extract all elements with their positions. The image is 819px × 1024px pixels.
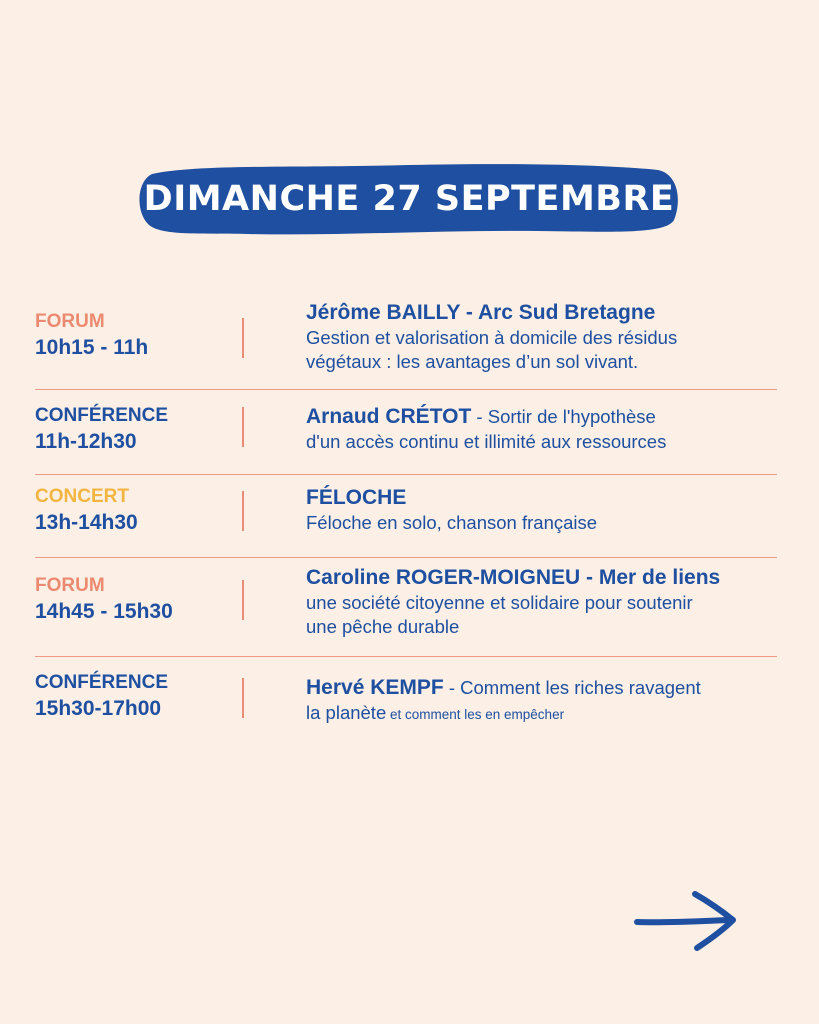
schedule-row (35, 390, 777, 475)
title-banner (138, 160, 680, 238)
vertical-separator (242, 491, 244, 531)
event-type: CONCERT (35, 486, 129, 507)
event-speaker: Caroline ROGER-MOIGNEU - Mer de liens (306, 566, 721, 589)
event-speaker: Jérôme BAILLY - Arc Sud Bretagne (306, 301, 656, 324)
schedule-list (35, 296, 777, 737)
event-type: CONFÉRENCE (35, 405, 169, 426)
vertical-separator (242, 678, 244, 718)
schedule-row (35, 657, 777, 737)
event-meta (35, 574, 173, 626)
event-time: 15h30-17h00 (35, 697, 162, 720)
event-details (306, 675, 777, 727)
event-description: une pêche durable (306, 616, 460, 637)
event-type: CONFÉRENCE (35, 672, 169, 693)
event-speaker: Hervé KEMPF (306, 676, 444, 699)
schedule-row (35, 296, 777, 390)
event-details (306, 565, 777, 639)
page-title: DIMANCHE 27 SEPTEMBRE (143, 179, 675, 219)
vertical-separator (242, 580, 244, 620)
event-time: 13h-14h30 (35, 511, 138, 534)
event-meta (35, 310, 148, 362)
event-time: 14h45 - 15h30 (35, 600, 173, 623)
event-topic: - Comment les riches ravagent (443, 677, 701, 698)
event-type: FORUM (35, 575, 105, 596)
event-speaker: FÉLOCHE (306, 486, 407, 509)
event-description: Féloche en solo, chanson française (306, 512, 598, 533)
event-details (306, 404, 777, 454)
event-description: d'un accès continu et illimité aux ressources (306, 431, 667, 452)
event-description: une société citoyenne et solidaire pour soutenir (306, 592, 693, 613)
event-time: 11h-12h30 (35, 430, 137, 453)
event-description: la planète (306, 702, 387, 723)
vertical-separator (242, 318, 244, 358)
event-description-small: et comment les en empêcher (386, 707, 565, 722)
event-type: FORUM (35, 311, 105, 332)
event-topic: - Sortir de l'hypothèse (471, 406, 656, 427)
vertical-separator (242, 407, 244, 447)
schedule-row (35, 558, 777, 657)
event-description: végétaux : les avantages d’un sol vivant. (306, 351, 639, 372)
event-time: 10h15 - 11h (35, 336, 149, 359)
event-meta (35, 404, 168, 456)
event-description: Gestion et valorisation à domicile des résidus (306, 327, 678, 348)
arrow-right-icon[interactable] (633, 888, 739, 959)
event-speaker: Arnaud CRÉTOT (306, 405, 472, 428)
event-meta (35, 671, 168, 723)
event-details (306, 485, 777, 535)
event-details (306, 300, 777, 374)
schedule-row (35, 475, 777, 558)
event-meta (35, 485, 138, 537)
